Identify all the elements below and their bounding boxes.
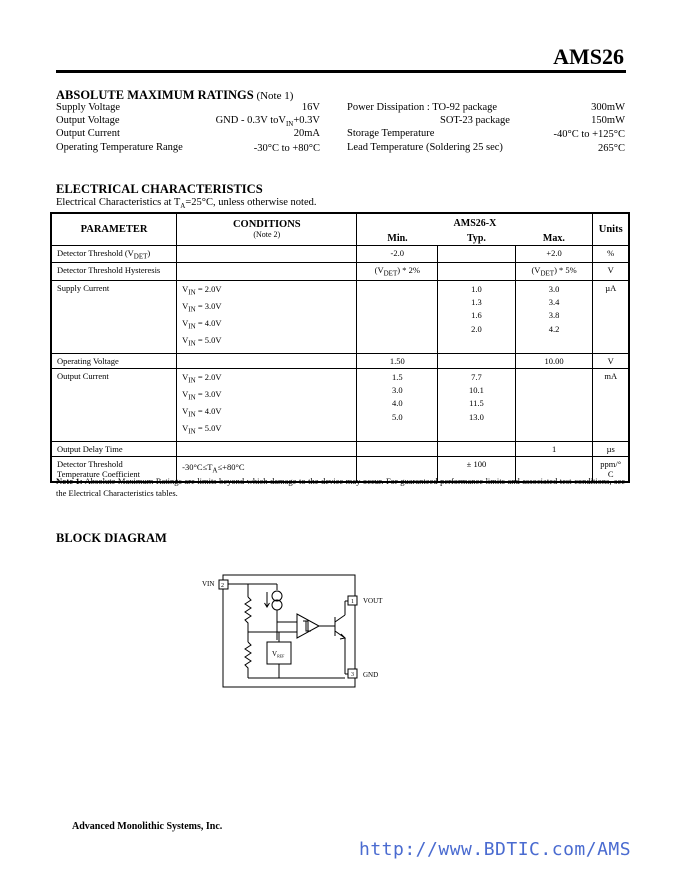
resistor-top (245, 597, 251, 632)
block-diagram-heading: BLOCK DIAGRAM (56, 531, 167, 545)
op-voltage-max: 10.00 (515, 353, 593, 368)
col-units: Units (593, 213, 629, 245)
block-diagram (195, 570, 395, 695)
amr-supply-voltage-value: 16V (301, 102, 320, 113)
param-supply-current: Supply Current (51, 280, 177, 353)
amr-power-dissipation-label: Power Dissipation : TO-92 package (347, 102, 498, 113)
vref-label: $V_{REF}$ (272, 650, 285, 659)
resistor-bottom (245, 642, 251, 678)
pin2-number: 2 (221, 583, 224, 589)
amr-output-voltage-value: GND - 0.3V toV$_{IN}$+0.3V (215, 115, 320, 129)
amr-output-current-value: 20mA (293, 128, 320, 139)
pin3-number: 3 (351, 672, 354, 678)
tempco-typ: ± 100 (438, 456, 516, 482)
footer-company: Advanced Monolithic Systems, Inc. (72, 821, 223, 832)
ec-subtitle: Electrical Characteristics at $T_A=25^\circ C$, unless otherwise noted. (56, 197, 317, 211)
col-conditions: CONDITIONS (Note 2) (177, 213, 357, 245)
param-output-current: Output Current (51, 368, 177, 441)
table-row (51, 280, 629, 353)
amr-sot23-value: 150mW (591, 115, 625, 126)
op-voltage-min: 1.50 (357, 353, 438, 368)
ec-heading: ELECTRICAL CHARACTERISTICS (56, 182, 263, 196)
op-voltage-units: V (593, 353, 629, 368)
col-max: Max. (515, 233, 593, 245)
footer-url[interactable]: http://www.BDTIC.com/AMS (359, 839, 632, 860)
tempco-conditions: $-30^\circ C\le T_A\le+80^\circ C$ (177, 456, 357, 482)
det-threshold-max: +2.0 (515, 245, 593, 263)
table-row (51, 245, 629, 263)
delay-max: 1 (515, 441, 593, 456)
col-min: Min. (357, 233, 438, 245)
supply-current-typ: 1.0 1.3 1.6 2.0 (438, 280, 516, 353)
pin-vout-label: VOUT (363, 597, 383, 605)
supply-current-conditions: $V_{IN} = 2.0V$ $V_{IN} = 3.0V$ $V_{IN} = 4.0V$ $V_{IN} = 5.0V$ (177, 280, 357, 353)
hysteresis-max: $(V_{DET}) * 5\%$ (515, 263, 593, 281)
output-current-units: mA (593, 368, 629, 441)
det-threshold-min: -2.0 (357, 245, 438, 263)
header-rule (56, 70, 626, 73)
param-operating-voltage: Operating Voltage (51, 353, 177, 368)
supply-rail (228, 584, 248, 597)
hysteresis-min: $(V_{DET}) * 2\%$ (357, 263, 438, 281)
tempco-units: ppm/° C (593, 456, 629, 482)
output-current-typ: 7.7 10.1 11.5 13.0 (438, 368, 516, 441)
col-parameter: PARAMETER (51, 213, 177, 245)
output-current-conditions: $V_{IN} = 2.0V$ $V_{IN} = 3.0V$ $V_{IN} = 4.0V$ $V_{IN} = 5.0V$ (177, 368, 357, 441)
amr-storage-temp-label: Storage Temperature (347, 128, 435, 139)
table-row (51, 263, 629, 281)
amr-op-temp-label: Operating Temperature Range (56, 142, 183, 153)
page-title: AMS26 (553, 44, 624, 69)
amr-lead-temp-value: 265°C (598, 143, 625, 154)
pin-vin-label: VIN (202, 580, 215, 588)
note-1: Note 1: Absolute Maximum Ratings are limits beyond which damage to the device may occur. For guaranteed performance limits and associated test conditions, see the Electrical Characteristics tables. (56, 476, 625, 498)
amr-sot23-label: SOT-23 package (440, 115, 510, 126)
supply-current-max: 3.0 3.4 3.8 4.2 (515, 280, 593, 353)
pin-gnd-label: GND (363, 671, 379, 679)
supply-current-units: µA (593, 280, 629, 353)
amr-heading: ABSOLUTE MAXIMUM RATINGS (Note 1) (56, 88, 294, 102)
amr-output-current-label: Output Current (56, 128, 120, 139)
pin1-number: 1 (351, 599, 354, 605)
col-device: AMS26-X (357, 213, 593, 233)
param-output-delay: Output Delay Time (51, 441, 177, 456)
amr-supply-voltage-label: Supply Voltage (56, 102, 121, 113)
amr-power-dissipation-value: 300mW (591, 102, 625, 113)
table-row (51, 441, 629, 456)
output-current-min: 1.5 3.0 4.0 5.0 (357, 368, 438, 441)
amr-output-voltage-label: Output Voltage (56, 115, 120, 126)
table-row (51, 353, 629, 368)
det-threshold-units: % (593, 245, 629, 263)
param-hysteresis: Detector Threshold Hysteresis (51, 263, 177, 281)
amr-lead-temp-label: Lead Temperature (Soldering 25 sec) (347, 142, 503, 153)
electrical-characteristics-table (50, 212, 630, 483)
param-detector-threshold: Detector Threshold $(V_{DET})$ (51, 245, 177, 263)
param-tempco: Detector Threshold Temperature Coefficient (51, 456, 177, 482)
table-row (51, 368, 629, 441)
hysteresis-units: V (593, 263, 629, 281)
col-typ: Typ. (438, 233, 516, 245)
amr-storage-temp-value: -40°C to +125°C (553, 129, 625, 140)
amr-op-temp-value: -30°C to +80°C (253, 143, 320, 154)
delay-units: µs (593, 441, 629, 456)
